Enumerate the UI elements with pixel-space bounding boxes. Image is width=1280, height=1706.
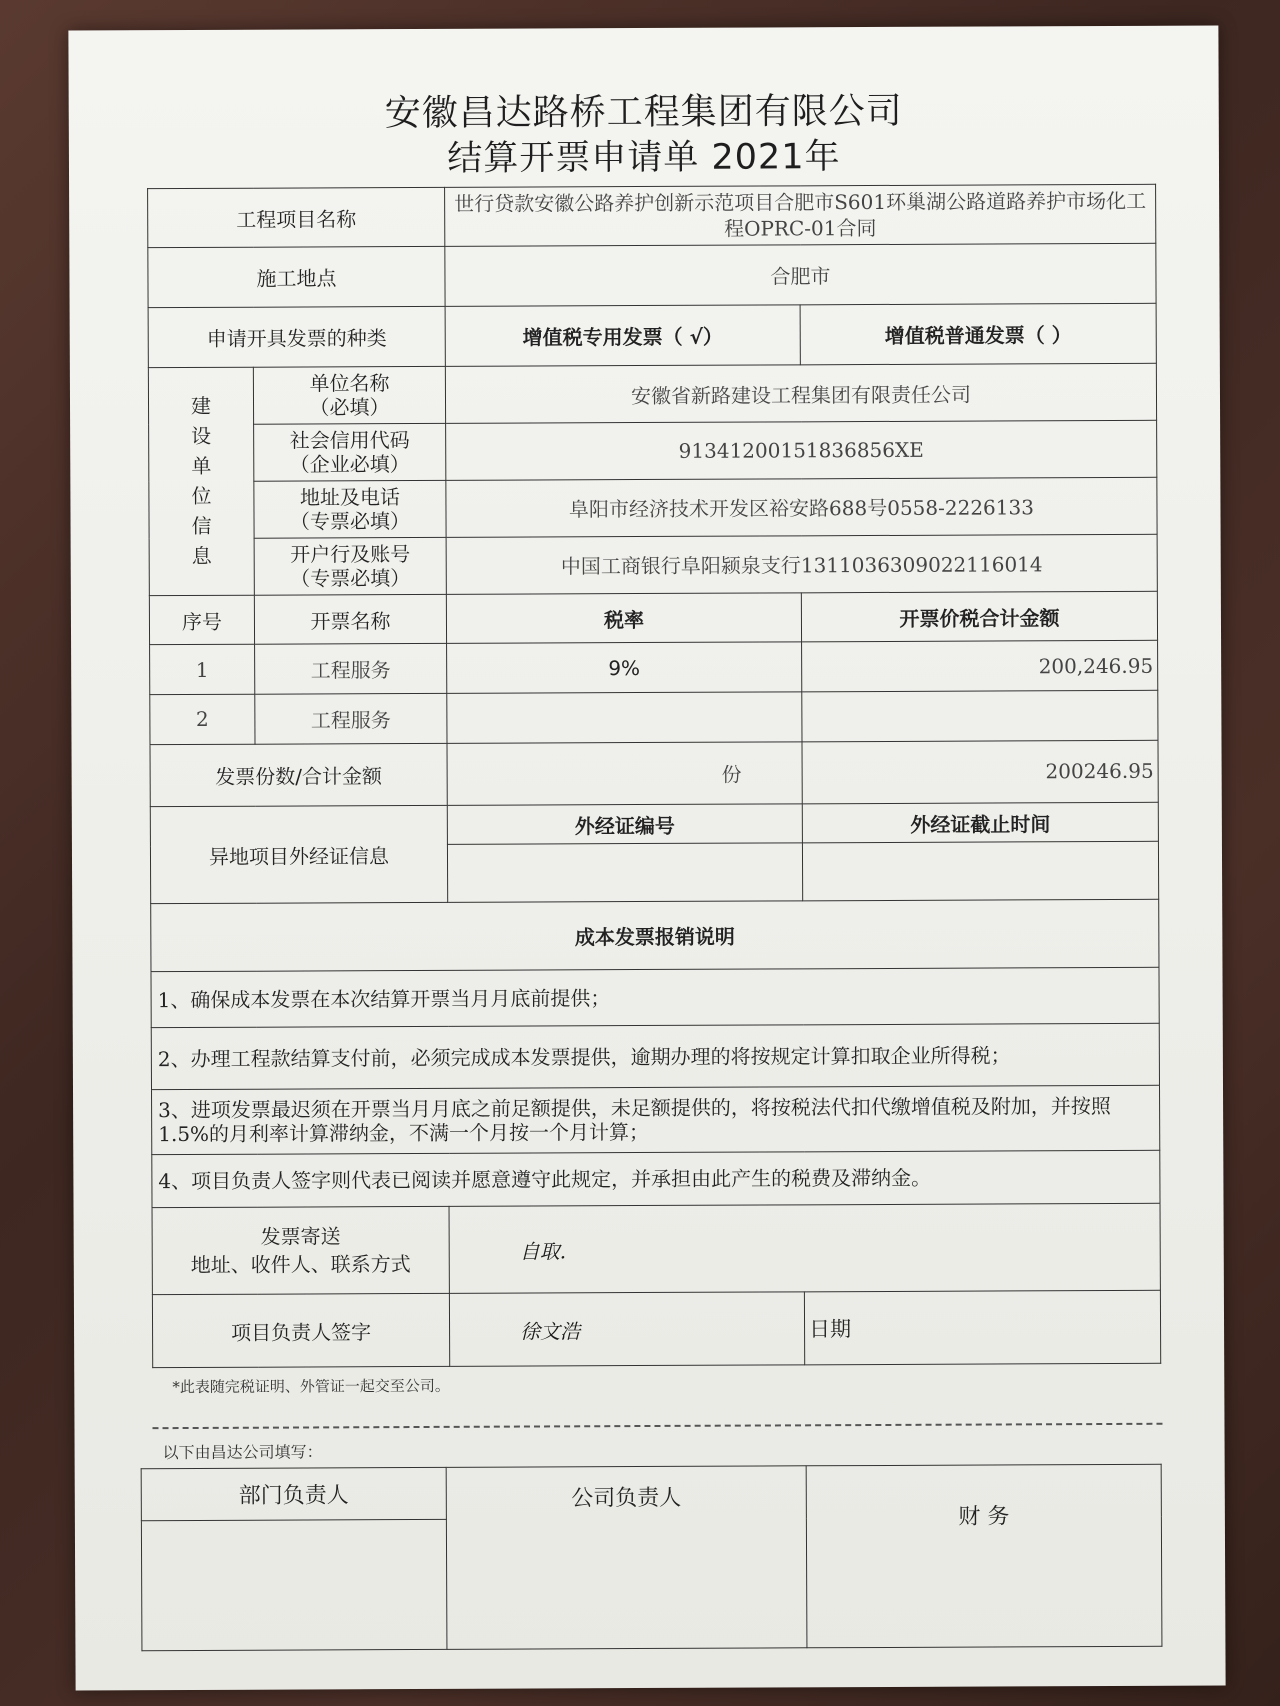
table-row (150, 641, 1158, 695)
delivery-label-line1: 发票寄送 (260, 1224, 341, 1250)
location-row (148, 243, 1156, 307)
builder-char: 单 (191, 454, 212, 479)
delivery-label-line2: 地址、收件人、联系方式 (190, 1252, 411, 1278)
signature-row (152, 1291, 1160, 1368)
delivery-label (152, 1207, 449, 1295)
external-label: 异地项目外经证信息 (150, 805, 447, 904)
field-name: 单位名称 (309, 371, 390, 396)
cost-note-row (151, 968, 1159, 1028)
builder-credit-value: 91341200151836856XE (446, 420, 1157, 480)
builder-field-label (253, 366, 445, 424)
project-name-value: 世行贷款安徽公路养护创新示范项目合肥市S601环巢湖公路道路养护市场化工程OPRC-01合同 (445, 184, 1156, 246)
builder-bank-row (149, 534, 1157, 595)
totals-copies-unit: 份 (447, 742, 802, 806)
delivery-value: 自取. (449, 1204, 1160, 1294)
cost-note-1: 1、确保成本发票在本次结算开票当月月底前提供； (151, 968, 1159, 1028)
cost-note-row (152, 1150, 1160, 1208)
builder-char: 信 (191, 514, 212, 539)
row-name: 工程服务 (255, 693, 447, 744)
project-name-row (148, 184, 1156, 247)
invoice-type-ordinary: 增值税普通发票（ ） (800, 303, 1156, 365)
field-hint: （专票必填） (290, 565, 411, 591)
external-header-row (150, 802, 1158, 846)
field-name: 地址及电话 (299, 484, 400, 510)
builder-group-label (148, 367, 254, 595)
builder-char: 设 (191, 424, 212, 449)
cost-note-row (152, 1086, 1160, 1155)
col-header-name: 开票名称 (254, 594, 446, 645)
location-value: 合肥市 (445, 243, 1156, 306)
row-name: 工程服务 (255, 644, 447, 695)
dept-head-sign-area (141, 1519, 447, 1650)
delivery-row (152, 1204, 1160, 1295)
invoice-type-row (148, 303, 1156, 367)
field-hint: （企业必填） (289, 451, 410, 477)
date-label: 日期 (804, 1291, 1160, 1365)
field-hint: （专票必填） (289, 508, 411, 534)
row-no: 2 (150, 694, 255, 744)
form-title: 结算开票申请单 2021年 (447, 137, 841, 179)
footnote: *此表随完税证明、外管证一起交至公司。 (172, 1376, 450, 1397)
signature-label: 项目负责人签字 (152, 1294, 449, 1368)
row-rate: 9% (447, 642, 802, 693)
builder-bank-value: 中国工商银行阜阳颍泉支行1311036309022116014 (446, 534, 1157, 594)
external-cert-no-label: 外经证编号 (447, 804, 802, 845)
settlement-form-table (147, 184, 1161, 1368)
external-cert-no-value (447, 843, 802, 903)
finance-label: 财 务 (806, 1464, 1162, 1648)
builder-char: 息 (191, 544, 212, 569)
row-amount (802, 690, 1158, 741)
cost-notes-title: 成本发票报销说明 (151, 899, 1159, 972)
filled-by-note: 以下由昌达公司填写： (162, 1442, 323, 1463)
project-name-label: 工程项目名称 (148, 187, 445, 247)
approval-table (141, 1464, 1163, 1651)
invoice-type-special: 增值税专用发票（ √） (445, 305, 800, 367)
builder-field-label (254, 480, 446, 538)
col-header-rate: 税率 (446, 593, 801, 644)
cost-notes-title-row (151, 899, 1159, 972)
builder-address-value: 阜阳市经济技术开发区裕安路688号0558-2226133 (446, 477, 1157, 537)
field-hint: （必填） (309, 395, 390, 420)
cost-note-4: 4、项目负责人签字则代表已阅读并愿意遵守此规定，并承担由此产生的税费及滞纳金。 (152, 1150, 1160, 1208)
row-rate (447, 692, 802, 743)
builder-char: 位 (191, 484, 212, 509)
totals-label: 发票份数/合计金额 (150, 743, 447, 806)
builder-char: 建 (190, 394, 212, 419)
table-row (150, 690, 1158, 744)
builder-credit-row (149, 420, 1157, 481)
items-header-row (149, 591, 1157, 645)
cost-note-2: 2、办理工程款结算支付前，必须完成成本发票提供，逾期办理的将按规定计算扣取企业所得税； (151, 1024, 1159, 1090)
external-cert-deadline-value (802, 841, 1158, 901)
col-header-no: 序号 (149, 595, 254, 645)
builder-field-label (254, 537, 446, 595)
company-title: 安徽昌达路桥工程集团有限公司 (384, 90, 903, 135)
builder-address-row (149, 477, 1157, 538)
builder-name-value: 安徽省新路建设工程集团有限责任公司 (445, 363, 1156, 423)
totals-row (150, 740, 1158, 806)
row-no: 1 (150, 645, 255, 695)
row-amount: 200,246.95 (802, 641, 1158, 692)
form-paper (68, 25, 1225, 1690)
cost-note-3: 3、进项发票最迟须在开票当月月底之前足额提供，未足额提供的，将按税法代扣代缴增值税及附加，并按照1.5%的月利率计算滞纳金，不满一个月按一个月计算； (152, 1086, 1160, 1155)
builder-name-row (148, 363, 1156, 424)
handwritten-signature: 徐文浩 (449, 1292, 804, 1366)
location-label: 施工地点 (148, 246, 445, 307)
cost-note-row (151, 1024, 1159, 1090)
invoice-type-label: 申请开具发票的种类 (148, 306, 445, 367)
field-name: 开户行及账号 (290, 541, 411, 567)
field-name: 社会信用代码 (289, 427, 410, 453)
cut-line (152, 1423, 1162, 1429)
totals-amount: 200246.95 (802, 740, 1158, 804)
external-cert-deadline-label: 外经证截止时间 (802, 802, 1158, 843)
col-header-amount: 开票价税合计金额 (801, 591, 1157, 642)
builder-field-label (254, 423, 446, 481)
dept-head-label: 部门负责人 (141, 1467, 446, 1520)
company-head-label: 公司负责人 (446, 1466, 807, 1650)
